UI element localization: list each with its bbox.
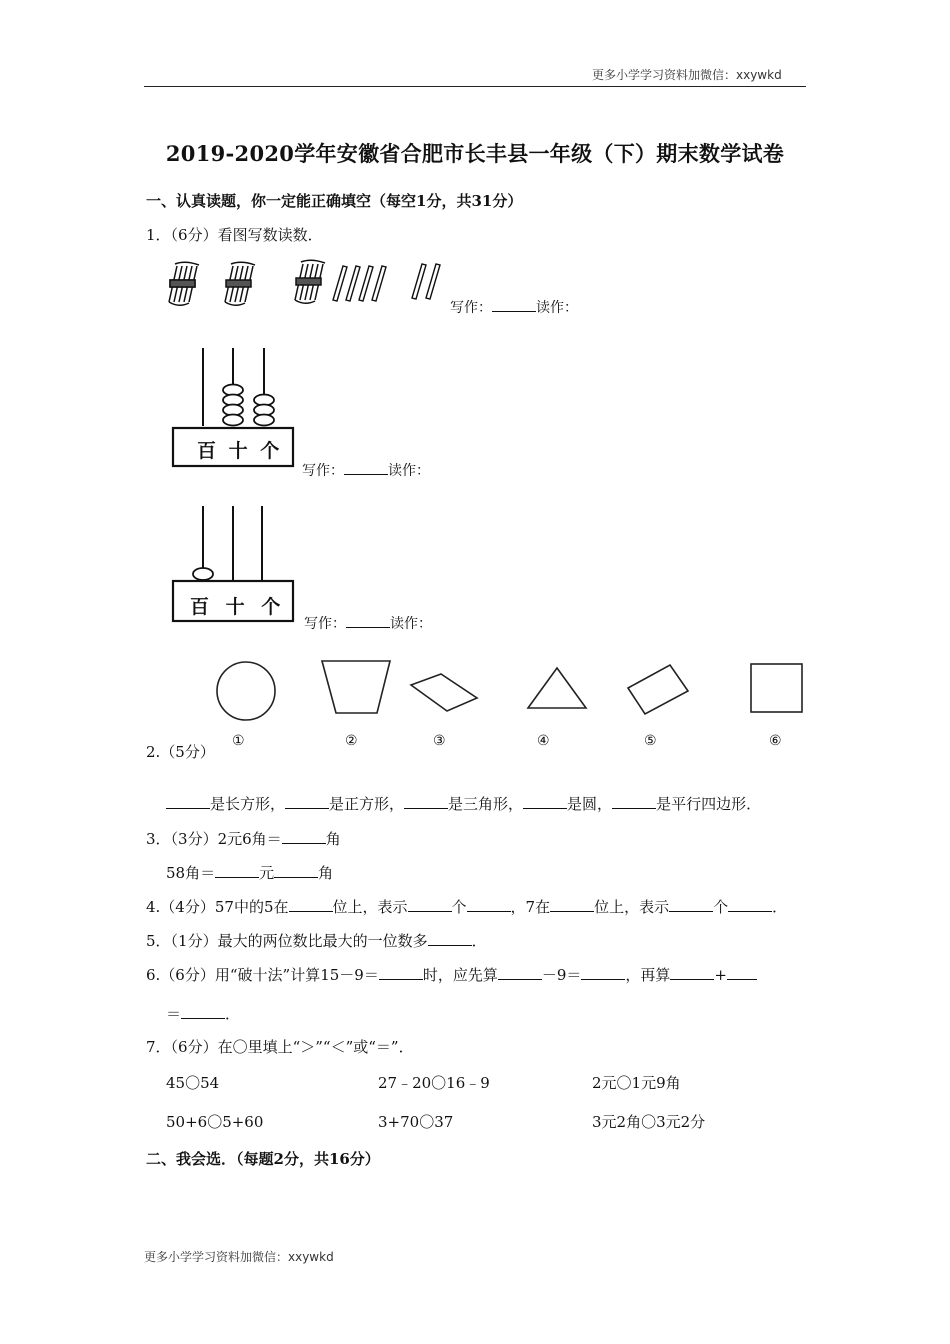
q6-blank-5[interactable] bbox=[727, 965, 757, 980]
q2-text-triangle: 是三角形， bbox=[448, 795, 524, 813]
shape-label-3: ③ bbox=[433, 733, 446, 749]
shape-label-2: ② bbox=[345, 733, 358, 749]
q6-blank-2[interactable] bbox=[498, 965, 542, 980]
shape-label-4: ④ bbox=[537, 733, 550, 749]
q3-line2-start: 58角＝ bbox=[166, 864, 216, 882]
q5-blank[interactable] bbox=[428, 931, 472, 946]
q4-part-d: ，7在 bbox=[510, 898, 551, 916]
write-label: 写作： bbox=[304, 616, 346, 632]
q4-blank-3[interactable] bbox=[467, 897, 511, 912]
q6-blank-3[interactable] bbox=[581, 965, 625, 980]
shape-triangle bbox=[528, 668, 586, 708]
q2-blank-2[interactable] bbox=[285, 794, 329, 809]
read-label: 读作： bbox=[536, 300, 578, 316]
write-label: 写作： bbox=[302, 463, 344, 479]
q7-item-3[interactable]: 2元〇1元9角 bbox=[592, 1074, 681, 1092]
q3-jiao: 角 bbox=[318, 864, 334, 882]
q4-part-c: 个 bbox=[451, 898, 467, 916]
q7-item-4[interactable]: 50+6〇5+60 bbox=[166, 1113, 264, 1131]
shape-rectangle bbox=[628, 665, 688, 714]
q6-line-1 bbox=[146, 964, 757, 985]
q3-line-1 bbox=[146, 828, 341, 849]
shape-circle bbox=[217, 662, 275, 720]
abacus-label-hundreds: 百 bbox=[197, 440, 217, 462]
q6-part-c: －9＝ bbox=[541, 966, 582, 984]
q5-stem: 5．（1分）最大的两位数比最大的一位数多 bbox=[146, 932, 428, 950]
q6-blank-4[interactable] bbox=[670, 965, 714, 980]
shape-square bbox=[751, 664, 802, 712]
shape-trapezoid bbox=[322, 661, 390, 713]
read-label: 读作： bbox=[388, 463, 430, 479]
q5-line bbox=[146, 930, 487, 951]
q4-part-b: 位上，表示 bbox=[332, 898, 408, 916]
q3-yuan: 元 bbox=[259, 864, 275, 882]
q3-unit: 角 bbox=[325, 830, 341, 848]
q7-item-6[interactable]: 3元2角〇3元2分 bbox=[592, 1113, 706, 1131]
q6-part-b: 时，应先算 bbox=[422, 966, 498, 984]
q2-blank-1[interactable] bbox=[166, 794, 210, 809]
q6-line-2 bbox=[166, 1003, 240, 1024]
q3-blank-2[interactable] bbox=[215, 863, 259, 878]
q4-part-e: 位上，表示 bbox=[594, 898, 670, 916]
q3-line-2 bbox=[166, 862, 333, 883]
abacus-label-tens: 十 bbox=[228, 440, 248, 462]
q2-number: 2.（5分） bbox=[146, 743, 215, 761]
q4-blank-6[interactable] bbox=[728, 897, 772, 912]
q4-part-a: 4.（4分）57中的5在 bbox=[146, 898, 289, 916]
q2-blank-5[interactable] bbox=[612, 794, 656, 809]
shape-parallelogram bbox=[411, 674, 477, 711]
q2-text-rectangle: 是长方形， bbox=[210, 795, 286, 813]
q6-part-f: ＝ bbox=[166, 1005, 182, 1023]
read-label: 读作： bbox=[390, 616, 432, 632]
q6-part-g: ． bbox=[225, 1005, 241, 1023]
q4-blank-2[interactable] bbox=[408, 897, 452, 912]
footer-text: 更多小学学习资料加微信：xxywkd bbox=[144, 1250, 334, 1264]
q3-blank-1[interactable] bbox=[282, 829, 326, 844]
header-text: 更多小学学习资料加微信：xxywkd bbox=[592, 68, 782, 82]
q6-part-a: 6.（6分）用“破十法”计算15－9＝ bbox=[146, 966, 379, 984]
q4-line bbox=[146, 896, 787, 917]
shape-label-1: ① bbox=[232, 733, 245, 749]
q2-blank-3[interactable] bbox=[404, 794, 448, 809]
q2-line bbox=[166, 793, 761, 814]
abacus-label-tens: 十 bbox=[225, 596, 245, 618]
q5-end: ． bbox=[471, 932, 487, 950]
q7-item-5[interactable]: 3+70〇37 bbox=[378, 1113, 454, 1131]
shape-label-6: ⑥ bbox=[769, 733, 782, 749]
write-label: 写作： bbox=[450, 300, 492, 316]
q4-blank-4[interactable] bbox=[550, 897, 594, 912]
abacus-label-ones: 个 bbox=[260, 440, 280, 462]
q2-text-circle: 是圆， bbox=[567, 795, 613, 813]
section-1-heading: 一、认真读题，你一定能正确填空（每空1分，共31分） bbox=[146, 192, 523, 210]
q3-stem: 3．（3分）2元6角＝ bbox=[146, 830, 282, 848]
q4-blank-1[interactable] bbox=[289, 897, 333, 912]
q4-part-f: 个 bbox=[713, 898, 729, 916]
shape-label-5: ⑤ bbox=[644, 733, 657, 749]
q7-item-2[interactable]: 27﹣20〇16﹣9 bbox=[378, 1074, 490, 1092]
q1-stem: 1．（6分）看图写数读数． bbox=[146, 226, 323, 244]
q7-stem: 7．（6分）在〇里填上“＞”“＜”或“＝”． bbox=[146, 1038, 414, 1056]
page-title: 2019-2020学年安徽省合肥市长丰县一年级（下）期末数学试卷 bbox=[165, 141, 785, 166]
q4-blank-5[interactable] bbox=[669, 897, 713, 912]
abacus-label-ones: 个 bbox=[261, 596, 281, 618]
section-2-heading: 二、我会选．（每题2分，共16分） bbox=[146, 1150, 380, 1168]
q3-blank-3[interactable] bbox=[274, 863, 318, 878]
q4-part-g: ． bbox=[772, 898, 788, 916]
q6-blank-1[interactable] bbox=[379, 965, 423, 980]
q2-text-square: 是正方形， bbox=[329, 795, 405, 813]
q7-item-1[interactable]: 45〇54 bbox=[166, 1074, 220, 1092]
q6-part-d: ，再算 bbox=[625, 966, 671, 984]
q2-blank-4[interactable] bbox=[523, 794, 567, 809]
q2-text-parallelogram: 是平行四边形． bbox=[656, 795, 762, 813]
q6-part-e: + bbox=[714, 966, 727, 984]
abacus-label-hundreds: 百 bbox=[190, 596, 210, 618]
q6-blank-6[interactable] bbox=[181, 1004, 225, 1019]
